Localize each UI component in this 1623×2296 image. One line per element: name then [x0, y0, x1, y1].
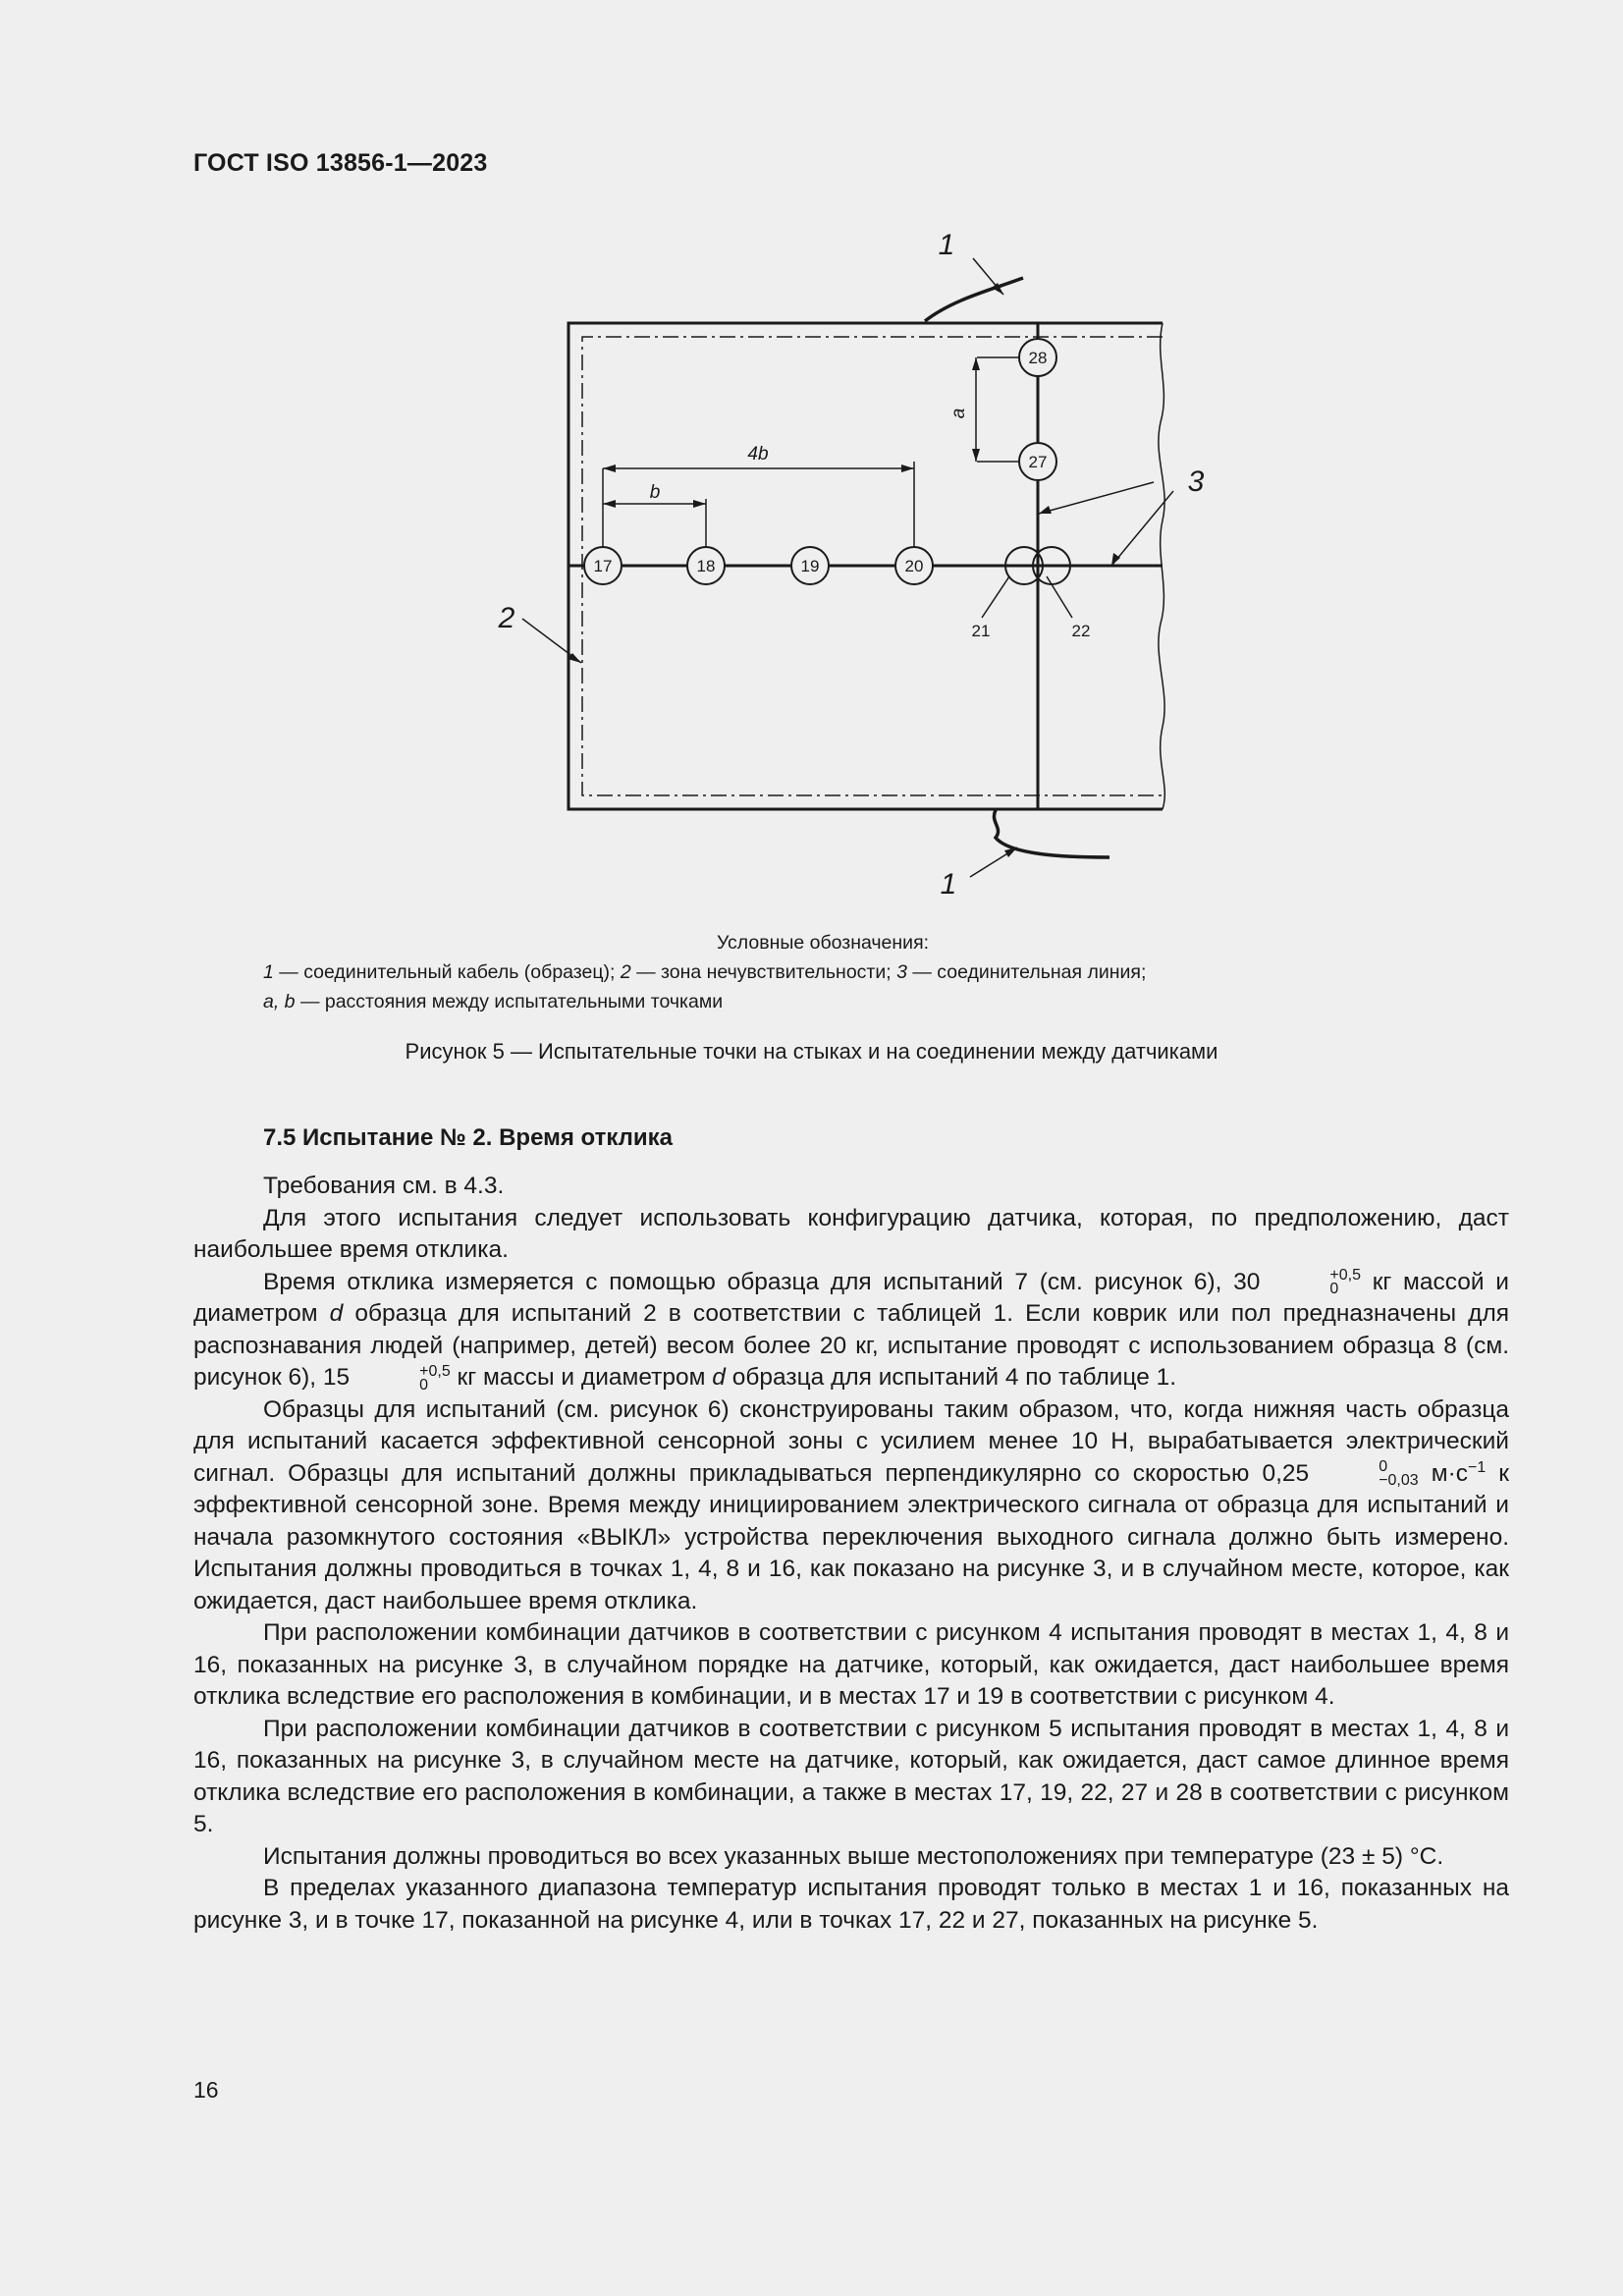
paragraph-3: Время отклика измеряется с помощью образца для испытаний 7 (см. рисунок 6), 30 +0,5 0 кг массой и диаметром d образца для испытаний 2 в соответствии с таблицей 1. Если коврик или пол предназначены для распознавания людей (например, детей) весом более 20 кг, испытание проводят с использованием образца 8 (см. рисунок 6), 15 +0,5 0 кг массы и диаметром d образца для испытаний 4 по таблице 1. [193, 1267, 1510, 1394]
dim-b: b [649, 482, 661, 503]
label-18: 18 [696, 557, 716, 575]
body-text [193, 1171, 1509, 1937]
paragraph-4: Образцы для испытаний (см. рисунок 6) сконструированы таким образом, что, когда нижняя часть образца для испытаний касается эффективной сенсорной зоны с усилием менее 10 Н, вырабатывается электрический сигнал. Образцы для испытаний должны прикладываться перпендикулярно со скоростью 0,25 0 −0,03 $м\cdot с^{-1}$ к эффективной сенсорной зоне. Время между инициированием электрического сигнала от образца для испытаний и начала разомкнутого состояния «ВЫКЛ» устройства переключения выходного сигнала должно быть измерено. Испытания должны проводиться в точках 1, 4, 8 и 16, как показано на рисунке 3, и в случайном месте, которое, как ожидается, даст наибольшее время отклика. [193, 1395, 1510, 1614]
paragraph-7: Испытания должны проводиться во всех указанных выше местоположениях при температуре (23 ± 5) °С. [263, 1842, 1444, 1870]
figure-5-diagram [471, 221, 1217, 918]
dim-4b: 4b [747, 444, 769, 465]
legend-title: Условные обозначения: [716, 932, 930, 954]
callout-2: 2 [498, 602, 515, 634]
document-header: ГОСТ ISO 13856-1—2023 [193, 149, 488, 177]
paragraph-2: Для этого испытания следует использовать конфигурацию датчика, которая, по предположению, даст наибольшее время отклика. [193, 1204, 1509, 1263]
figure-caption: Рисунок 5 — Испытательные точки на стыках и на соединении между датчиками [405, 1039, 1218, 1064]
label-28: 28 [1028, 349, 1048, 367]
paragraph-1: Требования см. в 4.3. [263, 1173, 505, 1199]
paragraph-8: В пределах указанного диапазона температур испытания проводят только в местах 1 и 16, показанных на рисунке 3, и в точке 17, показанной на рисунке 4, или в точках 17, 22 и 27, показанных на рисунке 5. [193, 1875, 1509, 1934]
sensor-layout-svg [471, 221, 1217, 918]
label-17: 17 [593, 557, 613, 575]
callout-1-bottom: 1 [940, 868, 957, 901]
legend-line-2: a, b — расстояния между испытательными точками [263, 991, 724, 1012]
label-21: 21 [971, 622, 991, 640]
label-19: 19 [800, 557, 820, 575]
label-20: 20 [904, 557, 924, 575]
figure-legend [263, 928, 1343, 1016]
page-number: 16 [193, 2077, 219, 2103]
label-22: 22 [1071, 622, 1091, 640]
callout-3: 3 [1187, 465, 1205, 498]
dim-a: a [948, 408, 969, 419]
section-heading: 7.5 Испытание № 2. Время отклика [263, 1124, 674, 1151]
cable-top [925, 278, 1023, 321]
paragraph-6: При расположении комбинации датчиков в соответствии с рисунком 5 испытания проводят в местах 1, 4, 8 и 16, показанных на рисунке 3, в случайном месте на датчике, который, как ожидается, даст самое длинное время отклика вследствие его расположения в комбинации, а также в местах 17, 19, 22, 27 и 28 в соответствии с рисунком 5. [193, 1715, 1509, 1837]
legend-line-1: 1 — соединительный кабель (образец); 2 — зона нечувствительности; 3 — соединительная линия; [263, 961, 1147, 983]
paragraph-5: При расположении комбинации датчиков в соответствии с рисунком 4 испытания проводят в местах 1, 4, 8 и 16, показанных на рисунке 3, в случайном порядке на датчике, который, как ожидается, даст наибольшее время отклика вследствие его расположения в комбинации, и в местах 17 и 19 в соответствии с рисунком 4. [193, 1619, 1509, 1710]
callout-1-top: 1 [938, 229, 955, 261]
label-27: 27 [1028, 453, 1048, 471]
